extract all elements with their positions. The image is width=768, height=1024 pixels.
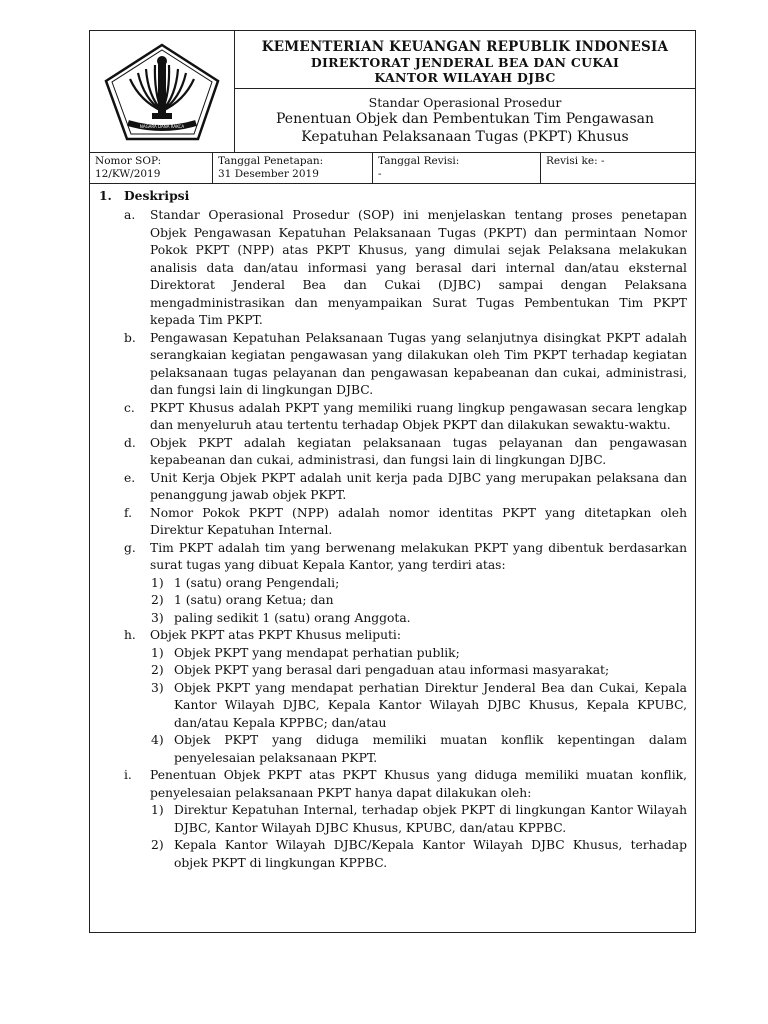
- list-item-marker: a.: [124, 208, 136, 222]
- list-item-text: PKPT Khusus adalah PKPT yang memiliki ruang lingkup pengawasan secara lengkap dan menyeluruh atau tertentu terhadap Objek PKPT dan dilakukan sewaktu-waktu.: [150, 400, 687, 432]
- list-item-marker: g.: [124, 540, 136, 555]
- sub-list-item-text: Objek PKPT yang berasal dari pengaduan atau informasi masyarakat;: [174, 663, 610, 677]
- sub-list-item-text: Objek PKPT yang diduga memiliki muatan konflik kepentingan dalam penyelesaian pelaksanaan PKPT.: [174, 733, 687, 765]
- nomor-sop-label: Nomor SOP:: [95, 155, 162, 167]
- list-item: [90, 435, 687, 470]
- organization-block: [235, 31, 695, 89]
- sop-meta-row: [90, 152, 695, 184]
- section-title: Deskripsi: [124, 188, 190, 203]
- ministry-name: KEMENTERIAN KEUANGAN REPUBLIK INDONESIA: [261, 39, 669, 55]
- sub-list-item: [90, 802, 687, 837]
- list-item-text: Nomor Pokok PKPT (NPP) adalah nomor identitas PKPT yang ditetapkan oleh Direktur Kepatuhan Internal.: [150, 505, 687, 537]
- list-item-marker: h.: [124, 628, 136, 642]
- list-item: [90, 330, 687, 400]
- sub-list-item: [90, 662, 687, 680]
- list-item: [90, 470, 687, 505]
- tanggal-penetapan-value: 31 Desember 2019: [218, 168, 319, 180]
- list-item: [90, 540, 687, 575]
- list-item: [90, 505, 687, 540]
- sub-list-item-marker: 3): [151, 610, 164, 625]
- list-item-marker: f.: [124, 505, 133, 520]
- list-item-marker: b.: [124, 330, 136, 345]
- list-item-text: Pengawasan Kepatuhan Pelaksanaan Tugas yang selanjutnya disingkat PKPT adalah serangkaian kegiatan pengawasan yang dilakukan oleh Tim PKPT terhadap kegiatan pelaksanaan tugas pelayanan dan pengawasan kepabeanan dan cukai, administrasi, dan fungsi lain di lingkungan DJBC.: [150, 330, 687, 397]
- sub-list-item-marker: 2): [151, 663, 164, 677]
- sub-list-item-text: Kepala Kantor Wilayah DJBC/Kepala Kantor Wilayah DJBC Khusus, terhadap objek PKPT di lingkungan KPPBC.: [174, 838, 687, 870]
- tanggal-penetapan-label: Tanggal Penetapan:: [218, 155, 324, 167]
- sub-list-item: [90, 837, 687, 872]
- list-item-marker: d.: [124, 435, 136, 450]
- section-number: 1.: [99, 188, 112, 203]
- tanggal-revisi-value: -: [378, 168, 382, 180]
- sop-title-line-2: Kepatuhan Pelaksanaan Tugas (PKPT) Khusus: [301, 129, 629, 145]
- nomor-sop-cell: [90, 153, 213, 183]
- list-item-marker: e.: [124, 470, 136, 485]
- logo-cell: [90, 31, 235, 152]
- ministry-emblem-icon: [100, 41, 225, 143]
- sop-document: [89, 30, 696, 933]
- sub-list-item-marker: 1): [151, 803, 164, 817]
- list-item: [90, 207, 687, 330]
- sub-list-item-marker: 4): [151, 733, 164, 747]
- revisi-ke-label: Revisi ke: -: [546, 155, 605, 167]
- logo-motto-text: NAGARA DANA RAKCA: [139, 124, 185, 129]
- sub-list-item-text: Direktur Kepatuhan Internal, terhadap objek PKPT di lingkungan Kantor Wilayah DJBC, Kantor Wilayah DJBC Khusus, KPUBC, dan/atau KPPBC.: [174, 803, 687, 835]
- tanggal-revisi-cell: [373, 153, 541, 183]
- sub-list-item-marker: 1): [151, 645, 164, 660]
- nomor-sop-value: 12/KW/2019: [95, 168, 161, 180]
- sub-list-item: [90, 575, 687, 593]
- description-list: [90, 207, 687, 872]
- sub-list-item: [90, 610, 687, 628]
- list-item-marker: i.: [124, 768, 132, 782]
- tanggal-revisi-label: Tanggal Revisi:: [378, 155, 460, 167]
- sub-list-item: [90, 680, 687, 733]
- tanggal-penetapan-cell: [213, 153, 373, 183]
- document-header: [90, 31, 695, 152]
- sop-label: Standar Operasional Prosedur: [368, 95, 562, 110]
- list-item-text: Unit Kerja Objek PKPT adalah unit kerja pada DJBC yang merupakan pelaksana dan penanggung jawab objek PKPT.: [150, 470, 687, 502]
- sub-list-item: [90, 645, 687, 663]
- sub-list-item-marker: 1): [151, 575, 164, 590]
- list-item: [90, 627, 687, 645]
- list-item: [90, 767, 687, 802]
- section-heading: [90, 187, 687, 207]
- list-item-text: Objek PKPT adalah kegiatan pelaksanaan tugas pelayanan dan pengawasan kepabeanan dan cukai, administrasi, dan fungsi lain di lingkungan DJBC.: [150, 435, 687, 467]
- sub-list-item-text: Objek PKPT yang mendapat perhatian Direktur Jenderal Bea dan Cukai, Kepala Kantor Wilayah DJBC, Kepala Kantor Wilayah DJBC Khusus, Kepala KPUBC, dan/atau Kepala KPPBC; dan/atau: [174, 680, 687, 730]
- list-item-text: Penentuan Objek PKPT atas PKPT Khusus yang diduga memiliki muatan konflik, penyelesaian pelaksanaan PKPT hanya dapat dilakukan oleh:: [150, 768, 687, 800]
- document-body: [90, 184, 695, 872]
- sub-list-item-marker: 2): [151, 593, 164, 607]
- sub-list-item: [90, 592, 687, 610]
- sub-list-item-text: 1 (satu) orang Ketua; dan: [174, 593, 334, 607]
- list-item-text: Objek PKPT atas PKPT Khusus meliputi:: [150, 628, 402, 642]
- sub-list-item-text: Objek PKPT yang mendapat perhatian publik;: [174, 645, 460, 660]
- office-name: KANTOR WILAYAH DJBC: [374, 70, 556, 85]
- list-item-marker: c.: [124, 400, 135, 415]
- revisi-ke-cell: [541, 153, 695, 183]
- directorate-name: DIREKTORAT JENDERAL BEA DAN CUKAI: [310, 55, 620, 70]
- sub-list-item-text: 1 (satu) orang Pengendali;: [174, 575, 340, 590]
- sub-list-item-marker: 3): [151, 680, 164, 695]
- sop-title-line-1: Penentuan Objek dan Pembentukan Tim Pengawasan: [276, 111, 654, 127]
- sop-title-block: [235, 89, 695, 152]
- sub-list-item-marker: 2): [151, 838, 164, 852]
- list-item-text: Tim PKPT adalah tim yang berwenang melakukan PKPT yang dibentuk berdasarkan surat tugas yang dibuat Kepala Kantor, yang terdiri atas:: [150, 540, 687, 572]
- sub-list-item: [90, 732, 687, 767]
- list-item-text: Standar Operasional Prosedur (SOP) ini menjelaskan tentang proses penetapan Objek Pengawasan Kepatuhan Pelaksanaan Tugas (PKPT) dan permintaan Nomor Pokok PKPT (NPP) atas PKPT Khusus, yang dimulai sejak Pelaksana melakukan analisis data dan/atau informasi yang berasal dari internal dan/atau eksternal Direktorat Jenderal Bea dan Cukai (DJBC) sampai dengan Pelaksana mengadministrasikan dan menyampaikan Surat Tugas Pembentukan Tim PKPT kepada Tim PKPT.: [150, 208, 687, 327]
- sub-list-item-text: paling sedikit 1 (satu) orang Anggota.: [174, 610, 411, 625]
- list-item: [90, 400, 687, 435]
